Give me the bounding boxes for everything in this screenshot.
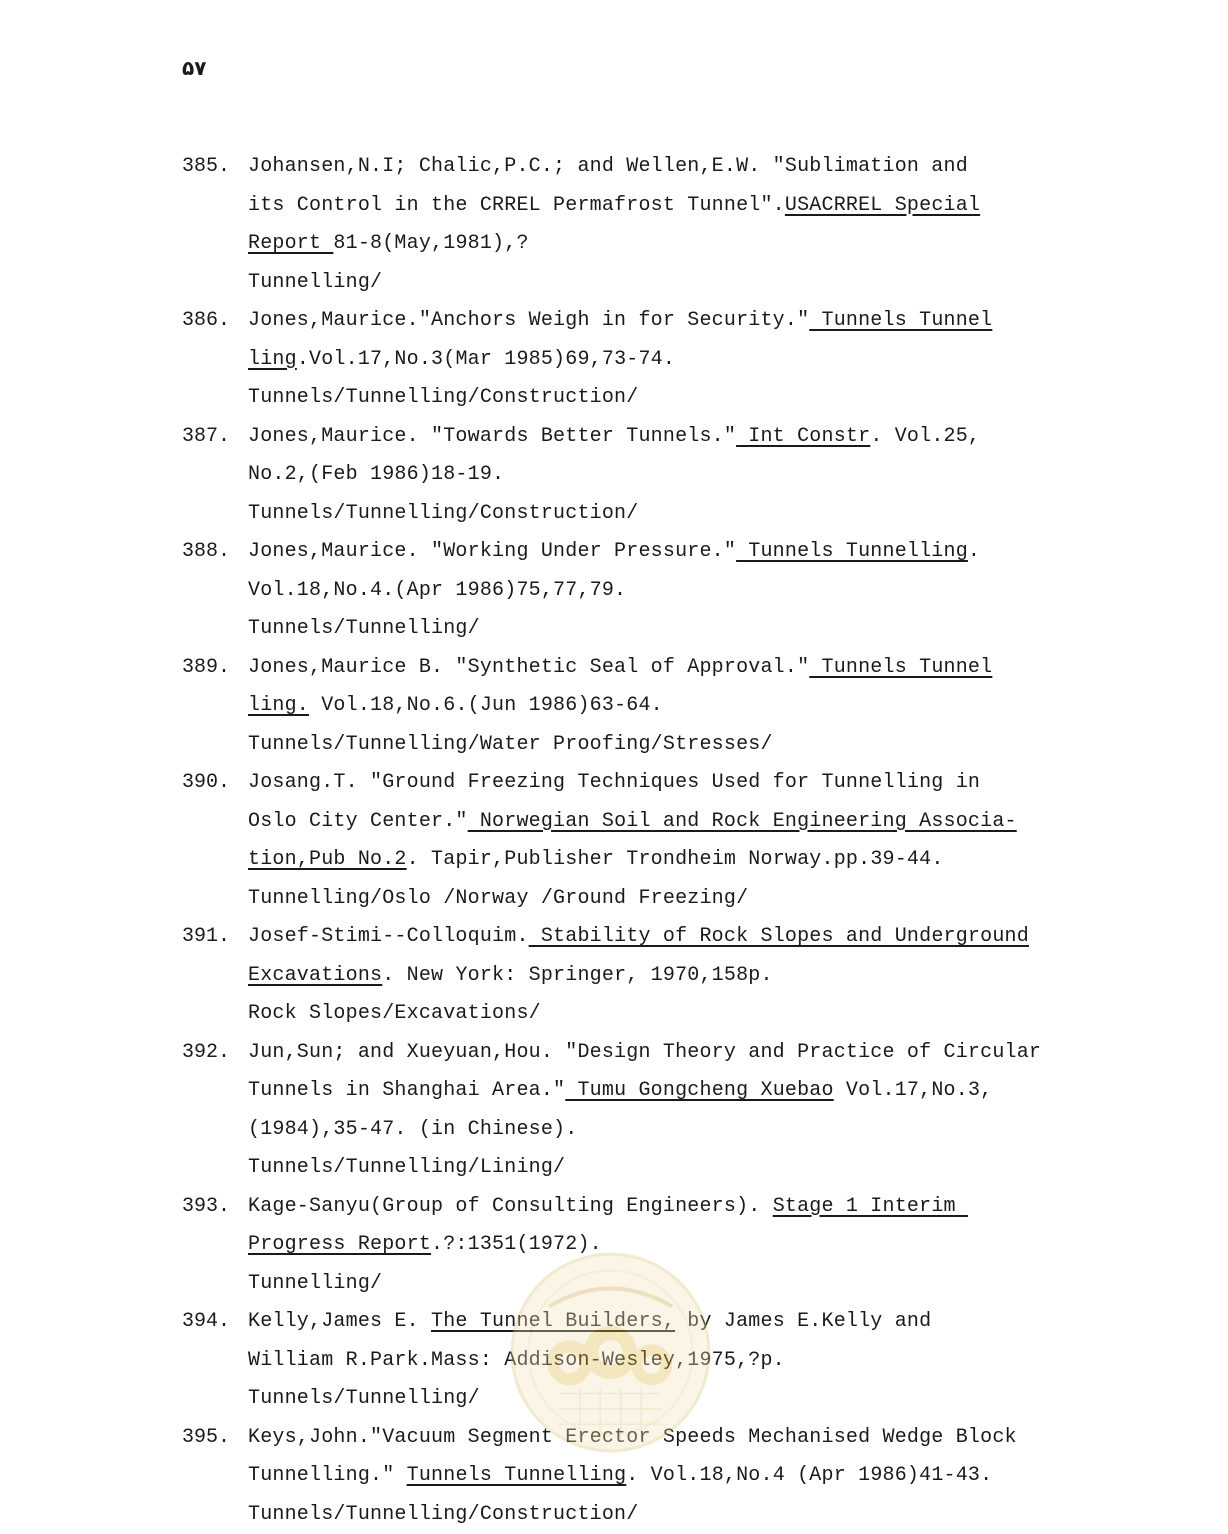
bibliography-entry <box>182 764 1102 918</box>
underlined-title: Progress Report <box>248 1233 431 1256</box>
entry-line <box>182 1380 1102 1419</box>
entry-line <box>182 264 1102 303</box>
bibliography-entry <box>182 1188 1102 1304</box>
citation-text: Keys,John."Vacuum Segment Erector Speeds Mechanised Wedge Block <box>248 1426 1017 1449</box>
citation-text: Tunnelling/ <box>248 271 382 294</box>
entry-line <box>182 148 1102 187</box>
citation-text: . Tapir,Publisher Trondheim Norway.pp.39-44. <box>407 848 944 871</box>
citation-text: . Vol.25, <box>870 425 980 448</box>
bibliography-entry <box>182 533 1102 649</box>
citation-text: Kelly,James E. <box>248 1310 431 1333</box>
citation-text: Jones,Maurice. "Towards Better Tunnels." <box>248 425 736 448</box>
citation-text: Vol.17,No.3, <box>834 1079 993 1102</box>
citation-text: Jones,Maurice."Anchors Weigh in for Security." <box>248 309 809 332</box>
entry-number: 385. <box>182 148 246 187</box>
citation-text: Tunnels/Tunnelling/Water Proofing/Stresses/ <box>248 733 773 756</box>
citation-text: . <box>968 540 980 563</box>
underlined-title: USACRREL Special <box>785 194 980 217</box>
entry-line <box>182 533 1102 572</box>
entry-number: 392. <box>182 1034 246 1073</box>
entry-line <box>182 495 1102 534</box>
citation-text: Tunnels in Shanghai Area." <box>248 1079 565 1102</box>
entry-line <box>182 687 1102 726</box>
entry-line <box>182 726 1102 765</box>
citation-text: Johansen,N.I; Chalic,P.C.; and Wellen,E.W. "Sublimation and <box>248 155 968 178</box>
bibliography-entry <box>182 1303 1102 1419</box>
citation-text: Tunnels/Tunnelling/Construction/ <box>248 1503 638 1526</box>
entry-line <box>182 1496 1102 1534</box>
citation-text: .Vol.17,No.3(Mar 1985)69,73-74. <box>297 348 675 371</box>
underlined-title: Tunnels Tunnel <box>809 309 992 332</box>
underlined-title: Tumu Gongcheng Xuebao <box>565 1079 833 1102</box>
citation-text: Josang.T. "Ground Freezing Techniques Used for Tunnelling in <box>248 771 980 794</box>
entry-line <box>182 456 1102 495</box>
underlined-title: The Tunnel Builders, <box>431 1310 675 1333</box>
entry-number: 395. <box>182 1419 246 1458</box>
entry-line <box>182 187 1102 226</box>
entry-line <box>182 225 1102 264</box>
citation-text: Jun,Sun; and Xueyuan,Hou. "Design Theory and Practice of Circular <box>248 1041 1041 1064</box>
bibliography-entry <box>182 649 1102 765</box>
page-number: ۵۷ <box>182 56 206 80</box>
entry-line <box>182 1457 1102 1496</box>
entry-line <box>182 302 1102 341</box>
entry-line <box>182 1342 1102 1381</box>
entry-line <box>182 918 1102 957</box>
citation-text: Tunnelling." <box>248 1464 407 1487</box>
entry-line <box>182 803 1102 842</box>
citation-text: Kage-Sanyu(Group of Consulting Engineers). <box>248 1195 773 1218</box>
bibliography-entry <box>182 418 1102 534</box>
underlined-title: Int Constr <box>736 425 870 448</box>
underlined-title: Excavations <box>248 964 382 987</box>
entry-line <box>182 957 1102 996</box>
bibliography-entry <box>182 302 1102 418</box>
citation-text: .?:1351(1972). <box>431 1233 602 1256</box>
citation-text: Vol.18,No.6.(Jun 1986)63-64. <box>309 694 663 717</box>
citation-text: 81-8(May,1981),? <box>333 232 528 255</box>
entry-line <box>182 418 1102 457</box>
underlined-title: tion,Pub No.2 <box>248 848 407 871</box>
bibliography-entry <box>182 918 1102 1034</box>
citation-text: Rock Slopes/Excavations/ <box>248 1002 541 1025</box>
entry-number: 388. <box>182 533 246 572</box>
entry-line <box>182 610 1102 649</box>
entry-line <box>182 1265 1102 1304</box>
entry-line <box>182 880 1102 919</box>
entry-line <box>182 1226 1102 1265</box>
entry-line <box>182 1419 1102 1458</box>
citation-text: Tunnelling/ <box>248 1272 382 1295</box>
entry-line <box>182 1188 1102 1227</box>
entry-line <box>182 572 1102 611</box>
citation-text: Tunnels/Tunnelling/Construction/ <box>248 502 638 525</box>
entry-number: 390. <box>182 764 246 803</box>
entry-line <box>182 341 1102 380</box>
citation-text: . Vol.18,No.4 (Apr 1986)41-43. <box>626 1464 992 1487</box>
entry-line <box>182 995 1102 1034</box>
entry-number: 386. <box>182 302 246 341</box>
bibliography-entry <box>182 148 1102 302</box>
entry-line <box>182 1303 1102 1342</box>
citation-text: No.2,(Feb 1986)18-19. <box>248 463 504 486</box>
bibliography-list <box>182 148 1102 1534</box>
entry-line <box>182 1072 1102 1111</box>
citation-text: its Control in the CRREL Permafrost Tunnel". <box>248 194 785 217</box>
citation-text: Tunnels/Tunnelling/ <box>248 617 480 640</box>
citation-text: Tunnelling/Oslo /Norway /Ground Freezing/ <box>248 887 748 910</box>
entry-number: 393. <box>182 1188 246 1227</box>
citation-text: . New York: Springer, 1970,158p. <box>382 964 772 987</box>
citation-text: Tunnels/Tunnelling/ <box>248 1387 480 1410</box>
entry-number: 391. <box>182 918 246 957</box>
citation-text: Vol.18,No.4.(Apr 1986)75,77,79. <box>248 579 626 602</box>
entry-line <box>182 764 1102 803</box>
citation-text: Josef-Stimi--Colloquim. <box>248 925 529 948</box>
underlined-title: ling <box>248 348 297 371</box>
entry-line <box>182 649 1102 688</box>
underlined-title: Report <box>248 232 333 255</box>
entry-line <box>182 841 1102 880</box>
citation-text: William R.Park.Mass: Addison-Wesley,1975,?p. <box>248 1349 785 1372</box>
underlined-title: ling. <box>248 694 309 717</box>
underlined-title: Tunnels Tunnelling <box>407 1464 627 1487</box>
underlined-title: Stability of Rock Slopes and Underground <box>529 925 1029 948</box>
entry-line <box>182 1111 1102 1150</box>
underlined-title: Stage 1 Interim <box>773 1195 968 1218</box>
entry-line <box>182 1034 1102 1073</box>
citation-text: Tunnels/Tunnelling/Lining/ <box>248 1156 565 1179</box>
bibliography-entry <box>182 1034 1102 1188</box>
entry-line <box>182 379 1102 418</box>
citation-text: Tunnels/Tunnelling/Construction/ <box>248 386 638 409</box>
underlined-title: Tunnels Tunnelling <box>736 540 968 563</box>
entry-number: 394. <box>182 1303 246 1342</box>
citation-text: by James E.Kelly and <box>675 1310 931 1333</box>
citation-text: (1984),35-47. (in Chinese). <box>248 1118 577 1141</box>
underlined-title: Norwegian Soil and Rock Engineering Associa- <box>468 810 1017 833</box>
citation-text: Jones,Maurice B. "Synthetic Seal of Approval." <box>248 656 809 679</box>
citation-text: Oslo City Center." <box>248 810 468 833</box>
bibliography-entry <box>182 1419 1102 1534</box>
citation-text: Jones,Maurice. "Working Under Pressure." <box>248 540 736 563</box>
entry-number: 387. <box>182 418 246 457</box>
entry-line <box>182 1149 1102 1188</box>
entry-number: 389. <box>182 649 246 688</box>
underlined-title: Tunnels Tunnel <box>809 656 992 679</box>
